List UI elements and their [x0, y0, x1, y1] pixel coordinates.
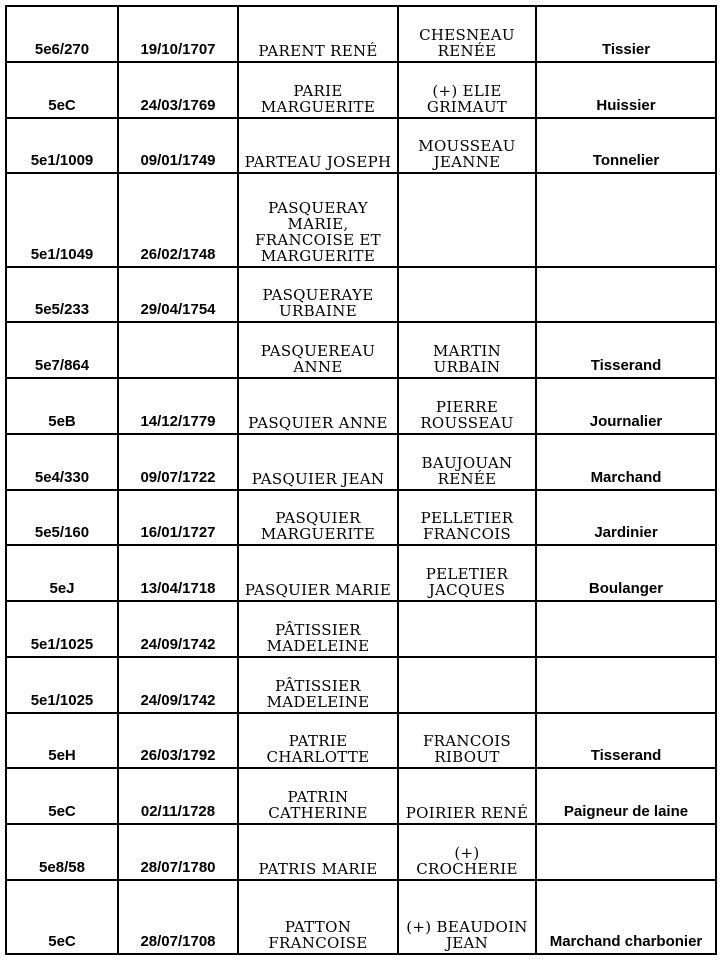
cote-cell: 5eC: [6, 768, 118, 824]
spouse-cell: [398, 657, 536, 713]
spouse-cell: [398, 601, 536, 657]
spouse-cell: [398, 267, 536, 323]
name-cell: PASQUIER ANNE: [238, 378, 398, 434]
name-cell: PASQUIER JEAN: [238, 434, 398, 490]
occupation-cell: Marchand charbonier: [536, 880, 716, 954]
date-cell: 09/01/1749: [118, 118, 238, 174]
name-cell: PASQUERAYE URBAINE: [238, 267, 398, 323]
date-cell: 29/04/1754: [118, 267, 238, 323]
date-cell: 26/02/1748: [118, 173, 238, 266]
occupation-cell: Boulanger: [536, 545, 716, 601]
records-body: [6, 6, 716, 954]
name-cell: PASQUIER MARIE: [238, 545, 398, 601]
name-cell: PARENT RENÉ: [238, 6, 398, 62]
name-cell: PÂTISSIER MADELEINE: [238, 657, 398, 713]
occupation-cell: [536, 657, 716, 713]
spouse-cell: CHESNEAU RENÉE: [398, 6, 536, 62]
date-cell: 16/01/1727: [118, 490, 238, 546]
table-row: [6, 62, 716, 118]
cote-cell: 5e1/1025: [6, 601, 118, 657]
date-cell: 13/04/1718: [118, 545, 238, 601]
name-cell: PATRIE CHARLOTTE: [238, 713, 398, 769]
table-row: [6, 490, 716, 546]
spouse-cell: [398, 173, 536, 266]
occupation-cell: [536, 267, 716, 323]
occupation-cell: Tissier: [536, 6, 716, 62]
date-cell: 28/07/1780: [118, 824, 238, 880]
date-cell: 19/10/1707: [118, 6, 238, 62]
cote-cell: 5eH: [6, 713, 118, 769]
spouse-cell: (+) ELIE GRIMAUT: [398, 62, 536, 118]
spouse-cell: MARTIN URBAIN: [398, 322, 536, 378]
table-row: [6, 378, 716, 434]
table-row: [6, 267, 716, 323]
date-cell: 26/03/1792: [118, 713, 238, 769]
table-row: [6, 880, 716, 954]
spouse-cell: PIERRE ROUSSEAU: [398, 378, 536, 434]
name-cell: PATRIS MARIE: [238, 824, 398, 880]
table-row: [6, 545, 716, 601]
occupation-cell: Tisserand: [536, 322, 716, 378]
cote-cell: 5eC: [6, 62, 118, 118]
cote-cell: 5e6/270: [6, 6, 118, 62]
occupation-cell: Tisserand: [536, 713, 716, 769]
table-row: [6, 768, 716, 824]
cote-cell: 5eC: [6, 880, 118, 954]
name-cell: PASQUIER MARGUERITE: [238, 490, 398, 546]
date-cell: 24/09/1742: [118, 601, 238, 657]
cote-cell: 5e1/1049: [6, 173, 118, 266]
occupation-cell: Journalier: [536, 378, 716, 434]
cote-cell: 5e1/1009: [6, 118, 118, 174]
name-cell: PASQUEREAU ANNE: [238, 322, 398, 378]
table-row: [6, 118, 716, 174]
date-cell: 24/03/1769: [118, 62, 238, 118]
spouse-cell: BAUJOUAN RENÉE: [398, 434, 536, 490]
date-cell: 09/07/1722: [118, 434, 238, 490]
table-row: [6, 434, 716, 490]
cote-cell: 5e7/864: [6, 322, 118, 378]
occupation-cell: Paigneur de laine: [536, 768, 716, 824]
cote-cell: 5e8/58: [6, 824, 118, 880]
occupation-cell: Huissier: [536, 62, 716, 118]
name-cell: PASQUERAY MARIE, FRANCOISE ET MARGUERITE: [238, 173, 398, 266]
name-cell: PÂTISSIER MADELEINE: [238, 601, 398, 657]
occupation-cell: [536, 173, 716, 266]
spouse-cell: FRANCOIS RIBOUT: [398, 713, 536, 769]
occupation-cell: Tonnelier: [536, 118, 716, 174]
cote-cell: 5e4/330: [6, 434, 118, 490]
table-row: [6, 713, 716, 769]
name-cell: PARTEAU JOSEPH: [238, 118, 398, 174]
table-row: [6, 824, 716, 880]
cote-cell: 5e1/1025: [6, 657, 118, 713]
spouse-cell: PELETIER JACQUES: [398, 545, 536, 601]
table-row: [6, 657, 716, 713]
cote-cell: 5eB: [6, 378, 118, 434]
date-cell: [118, 322, 238, 378]
table-row: [6, 6, 716, 62]
occupation-cell: Jardinier: [536, 490, 716, 546]
date-cell: 28/07/1708: [118, 880, 238, 954]
date-cell: 24/09/1742: [118, 657, 238, 713]
table-row: [6, 173, 716, 266]
spouse-cell: (+) CROCHERIE: [398, 824, 536, 880]
cote-cell: 5e5/160: [6, 490, 118, 546]
name-cell: PATTON FRANCOISE: [238, 880, 398, 954]
spouse-cell: MOUSSEAU JEANNE: [398, 118, 536, 174]
table-row: [6, 322, 716, 378]
records-table: [5, 5, 717, 955]
cote-cell: 5e5/233: [6, 267, 118, 323]
date-cell: 02/11/1728: [118, 768, 238, 824]
occupation-cell: [536, 601, 716, 657]
name-cell: PATRIN CATHERINE: [238, 768, 398, 824]
table-row: [6, 601, 716, 657]
occupation-cell: Marchand: [536, 434, 716, 490]
date-cell: 14/12/1779: [118, 378, 238, 434]
spouse-cell: POIRIER RENÉ: [398, 768, 536, 824]
occupation-cell: [536, 824, 716, 880]
cote-cell: 5eJ: [6, 545, 118, 601]
name-cell: PARIE MARGUERITE: [238, 62, 398, 118]
spouse-cell: PELLETIER FRANCOIS: [398, 490, 536, 546]
spouse-cell: (+) BEAUDOIN JEAN: [398, 880, 536, 954]
